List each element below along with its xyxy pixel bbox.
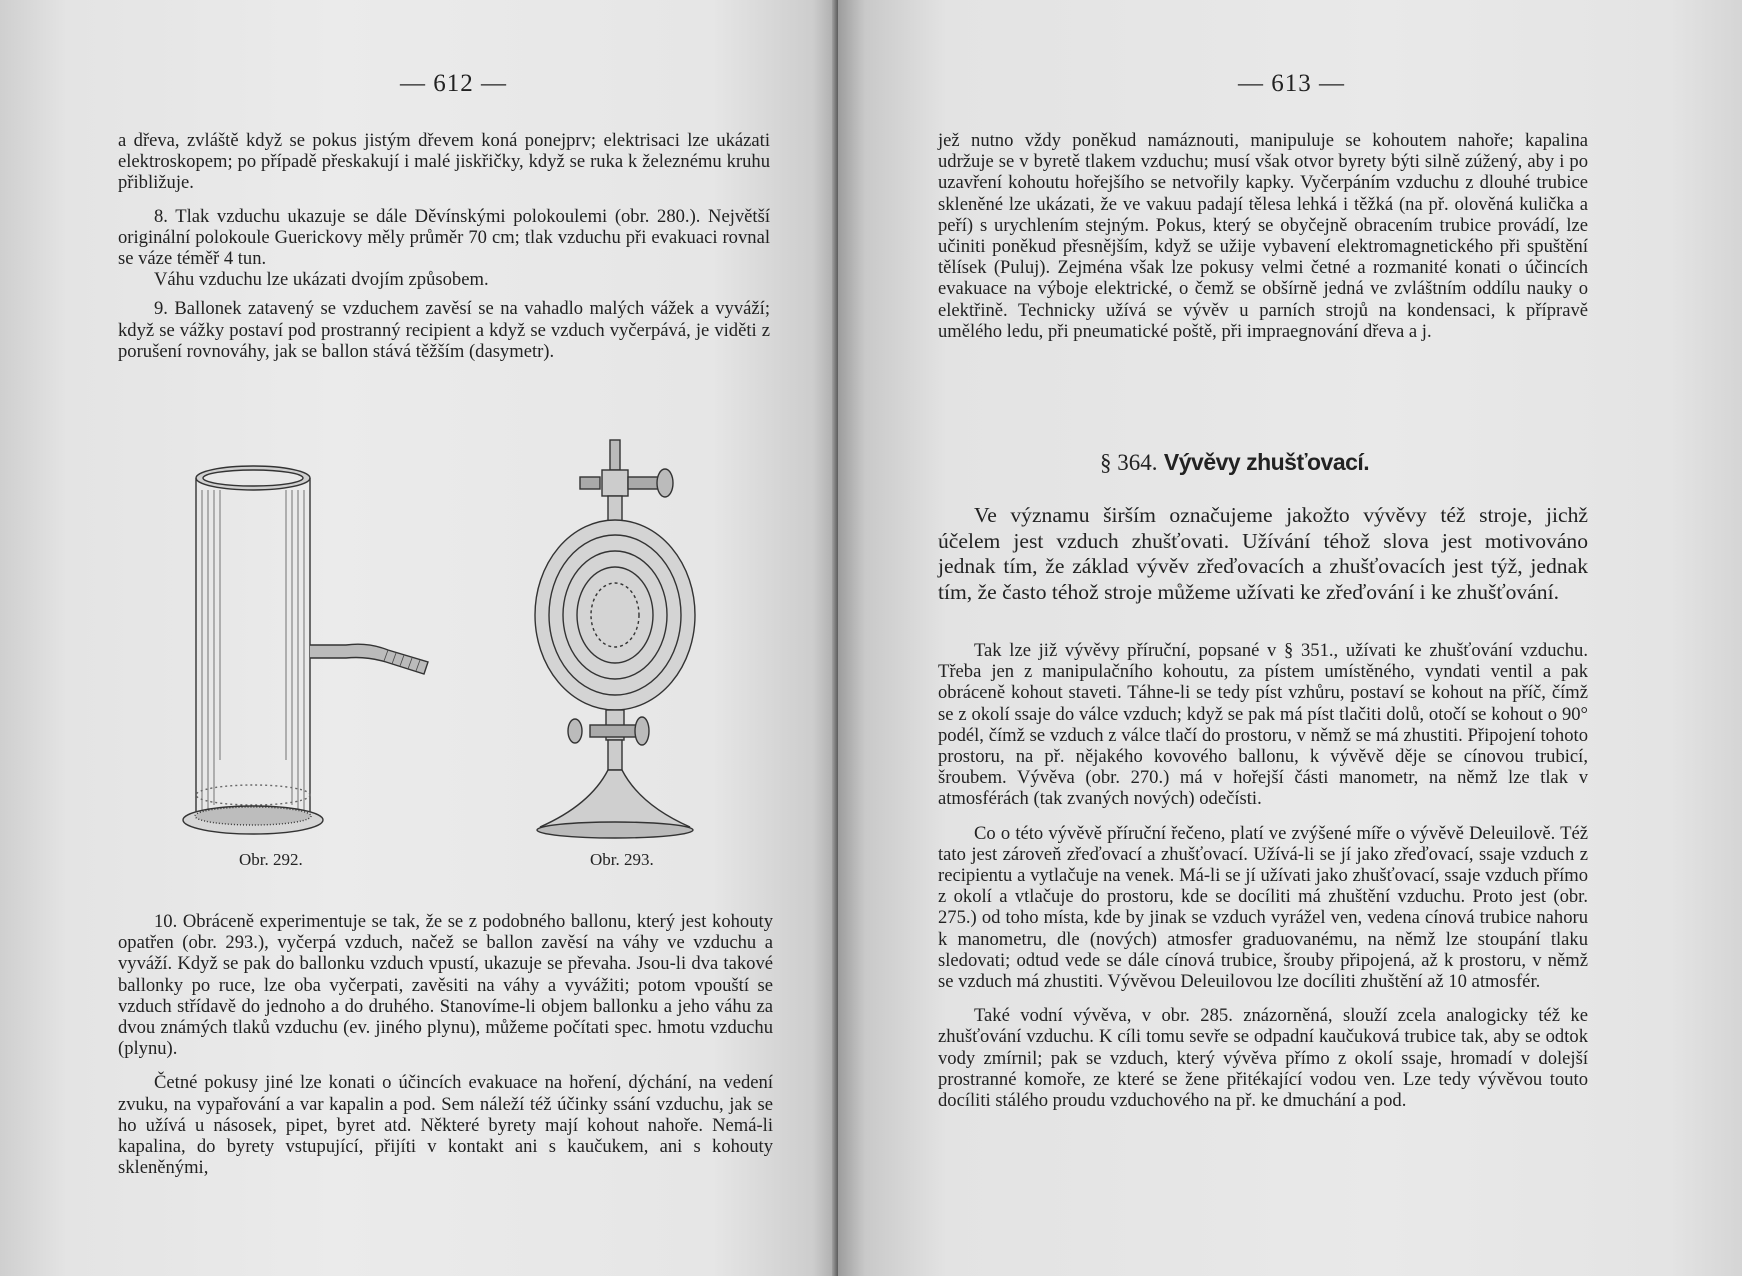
paragraph: 8. Tlak vzduchu ukazuje se dále Děvínskými polokoulemi (obr. 280.). Největší originální polokoule Guerickovy měly průměr 70 cm; tlak vzduchu při evakuaci rovnal se váze téměř 4 tun. <box>118 205 770 270</box>
paragraph: Tak lze již vývěvy příruční, popsané v § 351., užívati ke zhušťování vzduchu. Třeba jen z manipulačního kohoutu, za pístem umístěného, vyndati ventil a pak obráceně kohout staveti. Táhne-li se tedy píst vzhůru, postaví se kohout na příč, čímž se z okolí ssaje do válce vzduch; když se pak má píst tlačiti dolů, otočí se kohout o 90° podél, čímž se vzduch z válce tlačí do prostoru, v němž se má zhustiti. Připojení tohoto prostoru, na př. nějakého kovového ballonu, k vývěvě děje se cínovou trubicí, šroubem. Vývěva (obr. 270.) má v hořejší části manometr, na němž lze tlak v atmosférách (tak zvaných nových) odečísti. <box>938 640 1588 810</box>
paragraph: Co o této vývěvě příruční řečeno, platí ve zvýšené míře o vývěvě Deleuilově. Též tato jest zároveň zřeďovací a zhušťovací. Užívá-li se jí jako zřeďovací, ssaje vzduch z recipientu a vytlačuje na venek. Má-li se jí užívati jako zhušťovací, ssaje vzduch přímo z okolí a vtlačuje do prostoru, kde se docíliti má zhuštění vzduchu. Proto jest (obr. 275.) od toho místa, kde by jinak se vzduch vyrážel ven, vedena cínová trubice nahoru k manometru, dle (nových) atmosfer graduovanému, na němž lze stoupání tlaku sledovati; odtud vede se dále cínová trubice, šrouby připojená, až k prostoru, v němž se vzduch má zhustiti. Vývěvou Deleuilovou lze docíliti zhuštění až 10 atmosfér. <box>938 822 1588 993</box>
paragraph: 10. Obráceně experimentuje se tak, že se z podobného ballonu, který jest kohouty opatřen (obr. 293.), vyčerpá vzduch, načež se ballon zavěsí na váhy ve vzduchu a vyváží. Když se pak do ballonku vzduch vpustí, ukazuje se převaha. Jsou-li dva takové ballonky po ruce, lze oba vyčerpati, zavěsiti na váhy a vyvážiti; potom vpouští se vzduch střídavě do jednoho a do druhého. Stanovíme-li objem ballonku a jeho váhu za dvou známých tlaků vzduchu (ev. jiného plynu), můžeme počítati spec. hmotu vzduchu (plynu). <box>118 911 773 1060</box>
paragraph: Četné pokusy jiné lze konati o účincích evakuace na hoření, dýchání, na vedení zvuku, na vypařování a var kapalin a pod. Sem náleží též účinky ssání vzduchu, jak se ho užívá u násosek, pipet, byret atd. Některé byrety mají kohout nahoře. Nemá-li kapalina, do byrety vstupující, přijíti v kontakt ani s kaučukem, ani s kohouty skleněnými, <box>118 1072 773 1179</box>
page-number-right: — 613 — <box>1238 70 1345 97</box>
right-text-top <box>938 130 1588 355</box>
page-number-left: — 612 — <box>400 70 507 97</box>
figure-292-cylinder <box>178 460 438 840</box>
figure-293-ballon <box>520 435 700 845</box>
figure-caption: Obr. 292. <box>239 850 303 869</box>
paragraph: Ve významu širším označujeme jakožto vývěvy též stroje, jichž účelem jest vzduch zhušťovati. Užívání téhož slova jest motivováno jednak tím, že základ vývěv zřeďovacích a zhušťovacích jest týž, jednak tím, že často téhož stroje můžeme užívati ke zřeďování i ke zhušťování. <box>938 503 1588 604</box>
section-number: § 364. <box>1100 450 1158 475</box>
paragraph: jež nutno vždy poněkud namáznouti, manipuluje se kohoutem nahoře; kapalina udržuje se v byretě tlakem vzduchu; musí však otvor byrety býti silně zúžený, aby i po uzavření kohoutu hořejšího se netvořily kapky. Vyčerpáním vzduchu z dlouhé trubice skleněné lze ukázati, že ve vakuu padají tělesa lehká i těžká (na př. olověná kulička a peří) s urychlením stejným. Pokus, který se obyčejně obracením trubice provádí, lze učiniti poněkud přesnějším, když se užije vybavení elektromagnetického při spuštění tělísek (Puluj). Zejména však lze pokusy velmi četné a rozmanité konati o účincích evakuace na výboje elektrické, o čemž se obšírně jedná ve zvláštním oddílu nauky o elektřině. Technicky užívá se vývěv u parních strojů na kondensaci, k přípravě umělého ledu, při pneumatické poště, při impraegnování dřeva a j. <box>938 130 1588 342</box>
section-title: Vývěvy zhušťovací. <box>1163 449 1370 475</box>
paragraph: 9. Ballonek zatavený se vzduchem zavěsí se na vahadlo malých vážek a vyváží; když se vážky postaví pod prostranný recipient a když se vzduch vyčerpává, je viděti z porušení rovnováhy, jak se ballon stává těžším (dasymetr). <box>118 298 770 362</box>
paragraph: a dřeva, zvláště když se pokus jistým dřevem koná ponejprv; elektrisaci lze ukázati elektroskopem; po případě přeskakují i malé jiskřičky, když se ruka k železnému kruhu přibližuje. <box>118 130 770 194</box>
paragraph: Váhu vzduchu lze ukázati dvojím způsobem. <box>154 269 489 291</box>
section-heading <box>1100 449 1369 476</box>
figure-caption: Obr. 293. <box>590 850 654 869</box>
right-text-bottom <box>938 640 1588 1124</box>
left-text-bottom <box>118 911 773 1191</box>
left-text-top <box>118 130 770 375</box>
left-page <box>0 0 838 1276</box>
paragraph: Také vodní vývěva, v obr. 285. znázorněná, slouží zcela analogicky též ke zhušťování vzduchu. K cíli tomu sevře se odpadní kaučuková trubice tak, aby se odtok vody zmírnil; pak se vzduch, který vývěva přímo z okolí ssaje, hromadí v dolejší prostranné komoře, ze které se žene přitékající vodou ven. Lze tedy vývěvou touto docíliti stálého proudu vzduchového na př. ke dmuchání a pod. <box>938 1005 1588 1112</box>
section-intro <box>938 503 1588 617</box>
